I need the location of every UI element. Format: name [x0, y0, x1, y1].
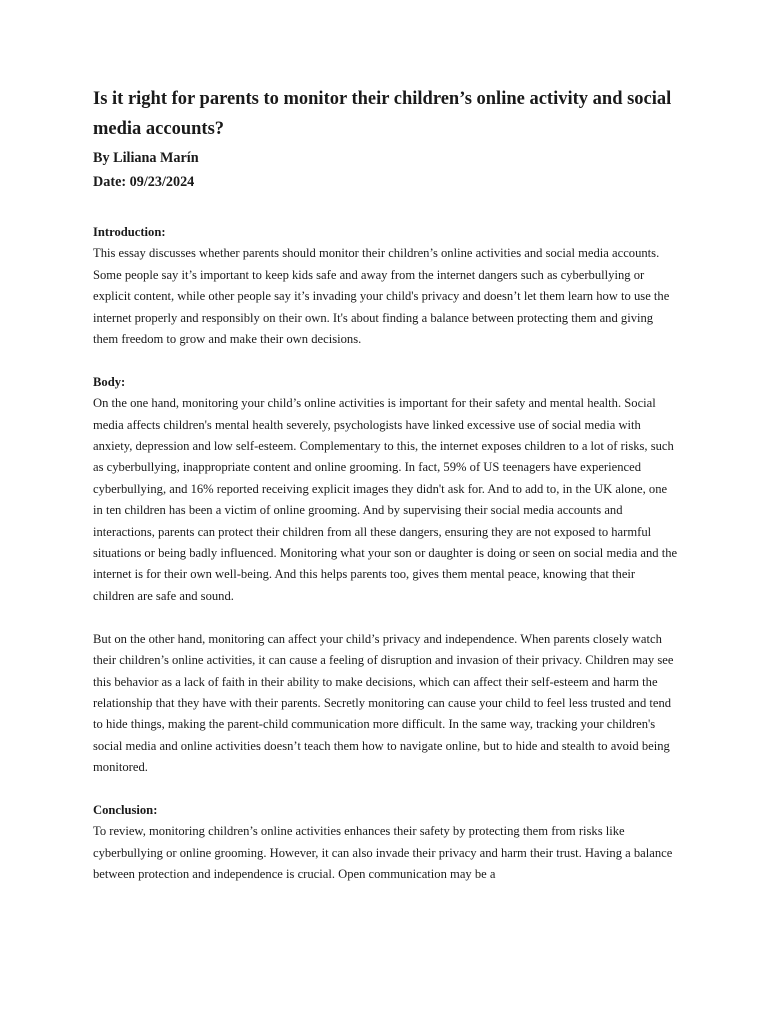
body-heading: Body:: [93, 374, 126, 389]
date-line: Date: 09/23/2024: [93, 174, 195, 190]
essay-title: Is it right for parents to monitor their children’s online activity and social media accounts?: [93, 89, 672, 139]
spacer: [93, 607, 678, 628]
spacer: [93, 779, 678, 800]
spacer: [93, 350, 678, 371]
conclusion-heading: Conclusion:: [93, 802, 158, 817]
document-page: [93, 84, 678, 886]
introduction-paragraph: This essay discusses whether parents should monitor their children’s online activities and social media accounts. Some people say it’s important to keep kids safe and away from the internet dangers such as cyberbullying or explicit content, while other people say it’s invading your child's privacy and doesn’t let them learn how to use the internet properly and responsibly on their own. It's about finding a balance between protecting them and giving them freedom to grow and make their own decisions.: [93, 246, 670, 347]
conclusion-paragraph: To review, monitoring children’s online activities enhances their safety by protecting them from risks like cyberbullying or online grooming. However, it can also invade their privacy and harm their trust. Having a balance between protection and independence is crucial. Open communication may be a: [93, 824, 673, 882]
body-paragraph-1: On the one hand, monitoring your child’s online activities is important for their safety and mental health. Social media affects children's mental health severely, psychologists have linked excessive use of social media with anxiety, depression and low self-esteem. Complementary to this, the internet exposes children to a lot of risks, such as cyberbullying, inappropriate content and online grooming. In fact, 59% of US teenagers have experienced cyberbullying, and 16% reported receiving explicit images they didn't ask for. And to add to, in the UK alone, one in ten children has been a victim of online grooming. And by supervising their social media accounts and interactions, parents can protect their children from all these dangers, ensuring they are not exposed to harmful situations or being badly influenced. Monitoring what your son or daughter is doing or seen on social media and the internet is for their own well-being. And this helps parents too, gives them mental peace, knowing that their children are safe and sound.: [93, 396, 678, 603]
introduction-heading: Introduction:: [93, 225, 166, 239]
body-paragraph-2: But on the other hand, monitoring can affect your child’s privacy and independence. When parents closely watch their children’s online activities, it can cause a feeling of disruption and invasion of their privacy. Children may see this behavior as a lack of faith in their ability to make decisions, which can affect their self-esteem and harm the relationship that they have with their parents. Secretly monitoring can cause your child to feel less trusted and tend to hide things, making the parent-child communication more difficult. In the same way, tracking your children's social media and online activities doesn’t teach them how to navigate online, but to hide and stealth to avoid being monitored.: [93, 631, 674, 775]
spacer: [93, 194, 678, 222]
author-line: By Liliana Marín: [93, 150, 199, 166]
